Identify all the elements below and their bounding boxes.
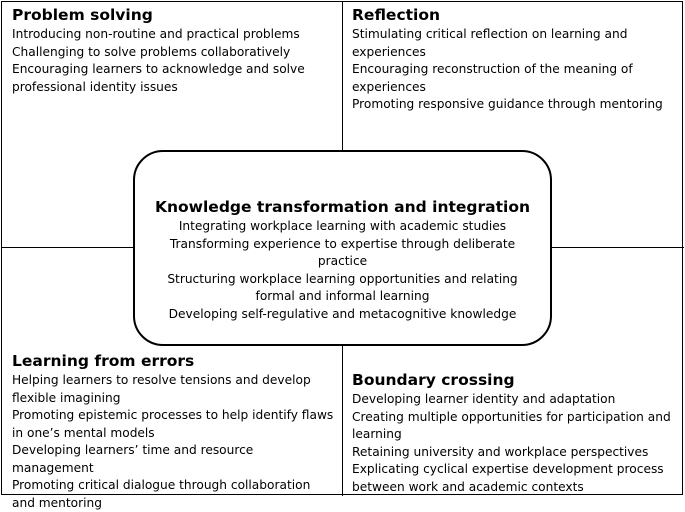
quadrant-problem-solving: [12, 5, 334, 96]
center-item: Transforming experience to expertise through deliberate practice: [169, 236, 516, 268]
divider-vertical-top: [342, 1, 343, 153]
quadrant-item: Helping learners to resolve tensions and develop flexible imagining: [12, 373, 311, 405]
quadrant-title: Learning from errors: [12, 352, 195, 370]
quadrant-reflection: [352, 5, 682, 114]
quadrant-item: Stimulating critical reflection on learning and experiences: [352, 27, 628, 59]
center-box-knowledge-transformation: [133, 150, 552, 346]
divider-horizontal-right: [550, 247, 684, 248]
quadrant-boundary-crossing: [352, 370, 682, 496]
quadrant-item: Challenging to solve problems collaboratively: [12, 44, 291, 59]
center-title: Knowledge transformation and integration: [154, 198, 531, 216]
center-item: Integrating workplace learning with academic studies: [178, 219, 507, 233]
quadrant-item: Promoting epistemic processes to help identify flaws in one’s mental models: [12, 408, 334, 440]
center-item: Structuring workplace learning opportunities and relating formal and informal learning: [167, 271, 518, 303]
quadrant-item: Explicating cyclical expertise development process between work and academic contexts: [352, 462, 664, 494]
quadrant-item: Developing learner identity and adaptation: [352, 392, 616, 406]
divider-horizontal-left: [1, 247, 135, 248]
divider-vertical-bottom: [342, 344, 343, 496]
center-item: Developing self-regulative and metacognitive knowledge: [168, 306, 517, 321]
quadrant-item: Encouraging reconstruction of the meaning of experiences: [352, 62, 633, 94]
quadrant-title: Reflection: [352, 6, 441, 24]
quadrant-item: Retaining university and workplace perspectives: [352, 444, 649, 459]
quadrant-learning-from-errors: [12, 351, 336, 512]
quadrant-title: Problem solving: [12, 6, 153, 24]
quadrant-item: Introducing non-routine and practical problems: [12, 27, 300, 41]
quadrant-item: Promoting responsive guidance through mentoring: [352, 97, 663, 111]
quadrant-title: Boundary crossing: [352, 371, 515, 389]
quadrant-item: Developing learners’ time and resource management: [12, 443, 254, 475]
quadrant-item: Creating multiple opportunities for participation and learning: [352, 409, 671, 441]
quadrant-item: Promoting critical dialogue through collaboration and mentoring: [12, 478, 311, 510]
quadrant-item: Encouraging learners to acknowledge and solve professional identity issues: [12, 62, 305, 94]
